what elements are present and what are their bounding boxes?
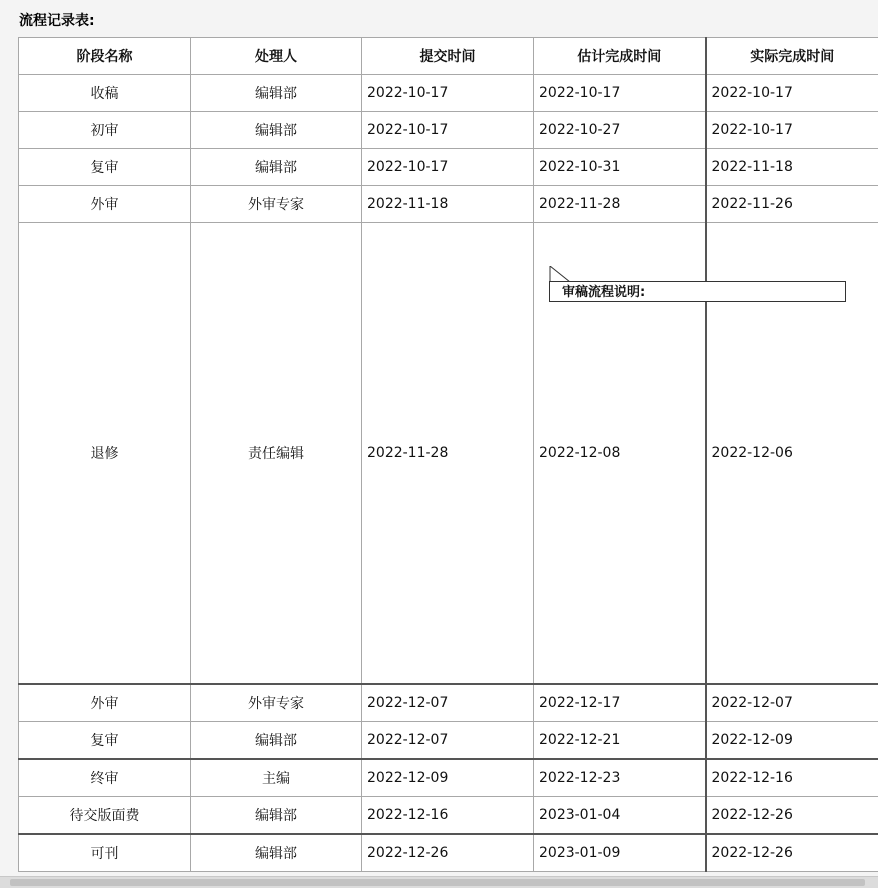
submitted-cell: 2022-12-07 xyxy=(362,684,534,722)
table-row xyxy=(19,112,878,149)
estimated-cell: 2022-12-17 xyxy=(534,684,706,722)
horizontal-scrollbar[interactable] xyxy=(0,876,878,888)
tooltip-tail xyxy=(549,266,571,282)
table-row xyxy=(19,149,878,186)
actual-cell: 2022-10-17 xyxy=(706,75,878,112)
submitted-cell: 2022-11-28 xyxy=(362,223,534,685)
estimated-cell: 2022-12-23 xyxy=(534,759,706,797)
estimated-cell: 2022-12-08 xyxy=(534,223,706,685)
actual-cell: 2022-11-18 xyxy=(706,149,878,186)
stage-cell: 复审 xyxy=(19,722,191,760)
estimated-cell: 2022-10-17 xyxy=(534,75,706,112)
table-row xyxy=(19,75,878,112)
estimated-cell: 2022-11-28 xyxy=(534,186,706,223)
table-row xyxy=(19,684,878,722)
table-row xyxy=(19,722,878,760)
stage-cell: 收稿 xyxy=(19,75,191,112)
review-process-tooltip: 审稿流程说明: xyxy=(549,281,846,302)
table-row xyxy=(19,759,878,797)
submitted-cell: 2022-11-18 xyxy=(362,186,534,223)
estimated-cell: 2022-10-31 xyxy=(534,149,706,186)
actual-cell: 2022-12-06 xyxy=(706,223,878,685)
section-title: 流程记录表: xyxy=(19,10,95,30)
actual-cell: 2022-11-26 xyxy=(706,186,878,223)
stage-cell: 外审 xyxy=(19,186,191,223)
stage-cell: 复审 xyxy=(19,149,191,186)
actual-cell: 2022-12-26 xyxy=(706,797,878,835)
column-header-estimated: 估计完成时间 xyxy=(534,38,706,75)
handler-cell: 编辑部 xyxy=(191,75,362,112)
column-header-stage: 阶段名称 xyxy=(19,38,191,75)
submitted-cell: 2022-12-09 xyxy=(362,759,534,797)
submitted-cell: 2022-12-07 xyxy=(362,722,534,760)
estimated-cell: 2023-01-04 xyxy=(534,797,706,835)
submitted-cell: 2022-12-26 xyxy=(362,834,534,872)
table-header-row xyxy=(19,38,878,75)
handler-cell: 编辑部 xyxy=(191,834,362,872)
stage-cell: 可刊 xyxy=(19,834,191,872)
estimated-cell: 2022-10-27 xyxy=(534,112,706,149)
handler-cell: 主编 xyxy=(191,759,362,797)
table-row xyxy=(19,186,878,223)
submitted-cell: 2022-10-17 xyxy=(362,75,534,112)
actual-cell: 2022-12-16 xyxy=(706,759,878,797)
process-record-table xyxy=(18,37,878,872)
actual-cell: 2022-12-09 xyxy=(706,722,878,760)
column-header-handler: 处理人 xyxy=(191,38,362,75)
scrollbar-thumb[interactable] xyxy=(10,879,865,886)
handler-cell: 编辑部 xyxy=(191,722,362,760)
stage-cell: 初审 xyxy=(19,112,191,149)
handler-cell: 编辑部 xyxy=(191,797,362,835)
handler-cell: 外审专家 xyxy=(191,186,362,223)
actual-cell: 2022-10-17 xyxy=(706,112,878,149)
handler-cell: 编辑部 xyxy=(191,149,362,186)
handler-cell: 编辑部 xyxy=(191,112,362,149)
stage-cell: 外审 xyxy=(19,684,191,722)
stage-cell: 终审 xyxy=(19,759,191,797)
handler-cell: 外审专家 xyxy=(191,684,362,722)
stage-cell: 退修 xyxy=(19,223,191,685)
table-row xyxy=(19,797,878,835)
handler-cell: 责任编辑 xyxy=(191,223,362,685)
column-header-actual: 实际完成时间 xyxy=(706,38,878,75)
estimated-cell: 2022-12-21 xyxy=(534,722,706,760)
actual-cell: 2022-12-26 xyxy=(706,834,878,872)
stage-cell: 待交版面费 xyxy=(19,797,191,835)
submitted-cell: 2022-10-17 xyxy=(362,112,534,149)
estimated-cell: 2023-01-09 xyxy=(534,834,706,872)
actual-cell: 2022-12-07 xyxy=(706,684,878,722)
table-row xyxy=(19,834,878,872)
submitted-cell: 2022-12-16 xyxy=(362,797,534,835)
column-header-submitted: 提交时间 xyxy=(362,38,534,75)
submitted-cell: 2022-10-17 xyxy=(362,149,534,186)
